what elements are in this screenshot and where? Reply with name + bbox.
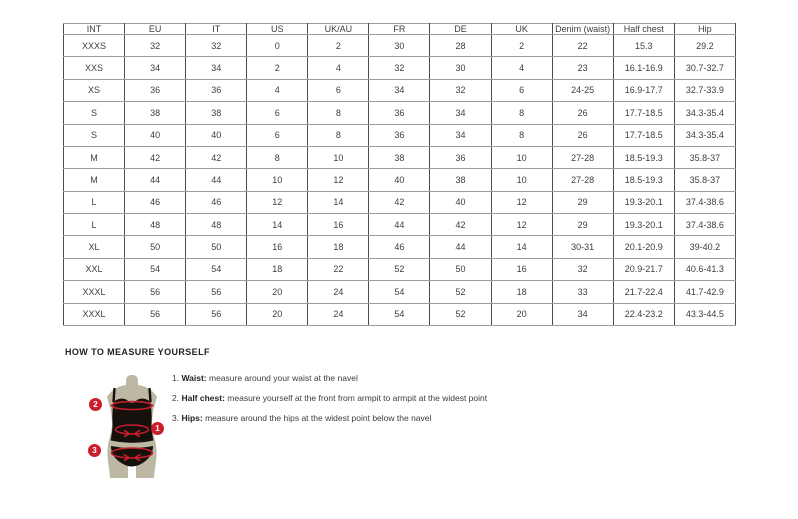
table-cell: 44 (186, 169, 247, 191)
table-cell: 16 (491, 258, 552, 280)
table-cell: 2 (247, 57, 308, 79)
table-cell: 40 (369, 169, 430, 191)
table-cell: 23 (552, 57, 613, 79)
table-cell: 34 (430, 124, 491, 146)
column-header: Denim (waist) (552, 24, 613, 35)
table-cell: 50 (125, 236, 186, 258)
table-cell: 33 (552, 281, 613, 303)
table-cell: 0 (247, 35, 308, 57)
table-cell: 32.7-33.9 (674, 79, 735, 101)
table-cell: 6 (491, 79, 552, 101)
table-cell: 8 (247, 146, 308, 168)
table-cell: 22 (308, 258, 369, 280)
table-cell: XXL (64, 258, 125, 280)
table-cell: 44 (369, 214, 430, 236)
table-cell: 17.7-18.5 (613, 102, 674, 124)
table-cell: 10 (308, 146, 369, 168)
column-header: DE (430, 24, 491, 35)
waist-badge: 1 (151, 422, 164, 435)
table-cell: 4 (491, 57, 552, 79)
table-cell: 39-40.2 (674, 236, 735, 258)
column-header: Hip (674, 24, 735, 35)
table-cell: 48 (186, 214, 247, 236)
hips-badge: 3 (88, 444, 101, 457)
table-cell: 15.3 (613, 35, 674, 57)
table-cell: 34.3-35.4 (674, 124, 735, 146)
table-cell: 29 (552, 191, 613, 213)
table-cell: 52 (369, 258, 430, 280)
table-cell: 20 (491, 303, 552, 326)
table-cell: 36 (369, 124, 430, 146)
table-cell: 21.7-22.4 (613, 281, 674, 303)
measure-section-title: HOW TO MEASURE YOURSELF (65, 347, 210, 357)
table-cell: 35.8-37 (674, 169, 735, 191)
table-cell: 12 (491, 191, 552, 213)
measure-instruction (172, 413, 487, 433)
table-cell: 43.3-44.5 (674, 303, 735, 326)
table-cell: 44 (430, 236, 491, 258)
table-cell: 42 (125, 146, 186, 168)
table-row (64, 57, 736, 79)
table-cell: 40 (125, 124, 186, 146)
table-cell: 34 (369, 79, 430, 101)
table-cell: 12 (491, 214, 552, 236)
table-cell: 32 (552, 258, 613, 280)
table-cell: 35.8-37 (674, 146, 735, 168)
table-row (64, 146, 736, 168)
table-cell: 54 (186, 258, 247, 280)
half-chest-badge: 2 (89, 398, 102, 411)
table-cell: 30 (369, 35, 430, 57)
column-header: FR (369, 24, 430, 35)
table-cell: 50 (186, 236, 247, 258)
table-cell: 42 (430, 214, 491, 236)
table-cell: 19.3-20.1 (613, 214, 674, 236)
table-row (64, 281, 736, 303)
table-cell: XXXL (64, 303, 125, 326)
table-cell: 36 (369, 102, 430, 124)
column-header: US (247, 24, 308, 35)
table-cell: 48 (125, 214, 186, 236)
table-cell: 56 (186, 303, 247, 326)
table-cell: 40 (430, 191, 491, 213)
measurement-figure (87, 372, 182, 479)
column-header: IT (186, 24, 247, 35)
table-cell: 2 (491, 35, 552, 57)
table-cell: 26 (552, 124, 613, 146)
table-cell: 38 (125, 102, 186, 124)
column-header: UK (491, 24, 552, 35)
table-cell: 46 (125, 191, 186, 213)
table-cell: 29.2 (674, 35, 735, 57)
table-cell: 32 (369, 57, 430, 79)
table-cell: XS (64, 79, 125, 101)
table-cell: 54 (125, 258, 186, 280)
measure-instruction (172, 373, 487, 393)
table-cell: 56 (125, 281, 186, 303)
table-cell: 8 (491, 102, 552, 124)
measure-instruction (172, 393, 487, 413)
table-row (64, 258, 736, 280)
table-cell: 24-25 (552, 79, 613, 101)
table-cell: M (64, 169, 125, 191)
table-row (64, 214, 736, 236)
table-cell: 18 (247, 258, 308, 280)
table-cell: 56 (186, 281, 247, 303)
table-cell: 50 (430, 258, 491, 280)
instruction-term: Half chest: (181, 393, 225, 403)
column-header: Half chest (613, 24, 674, 35)
table-cell: 28 (430, 35, 491, 57)
table-cell: 34 (186, 57, 247, 79)
table-cell: 18.5-19.3 (613, 169, 674, 191)
table-cell: L (64, 191, 125, 213)
table-cell: 18 (308, 236, 369, 258)
table-cell: 42 (369, 191, 430, 213)
table-cell: 46 (369, 236, 430, 258)
instruction-number: 2. (172, 393, 182, 403)
table-cell: 22.4-23.2 (613, 303, 674, 326)
table-cell: 52 (430, 303, 491, 326)
instruction-text: measure yourself at the front from armpit to armpit at the widest point (224, 393, 488, 403)
table-cell: 46 (186, 191, 247, 213)
table-cell: 34 (430, 102, 491, 124)
instruction-number: 3. (172, 413, 182, 423)
table-cell: 27-28 (552, 146, 613, 168)
table-cell: 12 (247, 191, 308, 213)
table-cell: 40 (186, 124, 247, 146)
table-cell: 29 (552, 214, 613, 236)
table-cell: L (64, 214, 125, 236)
instruction-text: measure around the hips at the widest point below the navel (202, 413, 432, 423)
mannequin-illustration (87, 372, 182, 479)
size-chart-table (63, 23, 736, 326)
table-cell: S (64, 102, 125, 124)
table-cell: XXS (64, 57, 125, 79)
table-cell: M (64, 146, 125, 168)
table-cell: 14 (308, 191, 369, 213)
table-cell: S (64, 124, 125, 146)
table-cell: 20.9-21.7 (613, 258, 674, 280)
table-cell: 42 (186, 146, 247, 168)
table-cell: 26 (552, 102, 613, 124)
table-row (64, 124, 736, 146)
table-cell: 20 (247, 303, 308, 326)
table-row (64, 303, 736, 326)
column-header: EU (125, 24, 186, 35)
column-header: UK/AU (308, 24, 369, 35)
table-cell: 34 (125, 57, 186, 79)
table-row (64, 35, 736, 57)
table-cell: 10 (491, 146, 552, 168)
table-cell: 32 (186, 35, 247, 57)
table-cell: 14 (491, 236, 552, 258)
table-cell: 12 (308, 169, 369, 191)
table-cell: 37.4-38.6 (674, 191, 735, 213)
table-cell: 2 (308, 35, 369, 57)
table-row (64, 169, 736, 191)
table-cell: 8 (491, 124, 552, 146)
table-cell: 16 (247, 236, 308, 258)
table-cell: 4 (308, 57, 369, 79)
table-cell: 40.6-41.3 (674, 258, 735, 280)
table-cell: 54 (369, 303, 430, 326)
table-cell: 38 (186, 102, 247, 124)
table-cell: 41.7-42.9 (674, 281, 735, 303)
table-cell: 17.7-18.5 (613, 124, 674, 146)
table-cell: 19.3-20.1 (613, 191, 674, 213)
table-cell: 36 (125, 79, 186, 101)
instruction-term: Hips: (181, 413, 203, 423)
table-cell: 54 (369, 281, 430, 303)
table-cell: 24 (308, 281, 369, 303)
table-cell: 32 (430, 79, 491, 101)
table-cell: 6 (247, 124, 308, 146)
table-cell: 8 (308, 102, 369, 124)
table-cell: 52 (430, 281, 491, 303)
instruction-text: measure around your waist at the navel (206, 373, 358, 383)
measure-instruction-list (172, 373, 487, 433)
table-cell: 22 (552, 35, 613, 57)
table-cell: 18 (491, 281, 552, 303)
table-row (64, 79, 736, 101)
table-row (64, 102, 736, 124)
table-cell: 6 (308, 79, 369, 101)
table-cell: 16 (308, 214, 369, 236)
table-cell: XXXL (64, 281, 125, 303)
table-cell: 24 (308, 303, 369, 326)
table-cell: 6 (247, 102, 308, 124)
table-cell: 8 (308, 124, 369, 146)
table-cell: 34 (552, 303, 613, 326)
table-cell: 36 (186, 79, 247, 101)
table-cell: 30.7-32.7 (674, 57, 735, 79)
table-cell: 14 (247, 214, 308, 236)
table-row (64, 236, 736, 258)
table-cell: 20.1-20.9 (613, 236, 674, 258)
table-cell: 10 (247, 169, 308, 191)
table-cell: 4 (247, 79, 308, 101)
table-cell: 38 (369, 146, 430, 168)
table-cell: 38 (430, 169, 491, 191)
table-cell: 10 (491, 169, 552, 191)
instruction-number: 1. (172, 373, 182, 383)
table-cell: 32 (125, 35, 186, 57)
table-cell: 27-28 (552, 169, 613, 191)
table-cell: 30 (430, 57, 491, 79)
instruction-term: Waist: (181, 373, 207, 383)
table-cell: 16.9-17.7 (613, 79, 674, 101)
table-cell: 44 (125, 169, 186, 191)
column-header: INT (64, 24, 125, 35)
table-cell: 30-31 (552, 236, 613, 258)
table-cell: 36 (430, 146, 491, 168)
table-cell: XXXS (64, 35, 125, 57)
table-cell: 20 (247, 281, 308, 303)
table-cell: 18.5-19.3 (613, 146, 674, 168)
table-cell: 56 (125, 303, 186, 326)
table-cell: XL (64, 236, 125, 258)
table-cell: 37.4-38.6 (674, 214, 735, 236)
table-cell: 16.1-16.9 (613, 57, 674, 79)
table-row (64, 191, 736, 213)
table-cell: 34.3-35.4 (674, 102, 735, 124)
header-row (64, 24, 736, 35)
